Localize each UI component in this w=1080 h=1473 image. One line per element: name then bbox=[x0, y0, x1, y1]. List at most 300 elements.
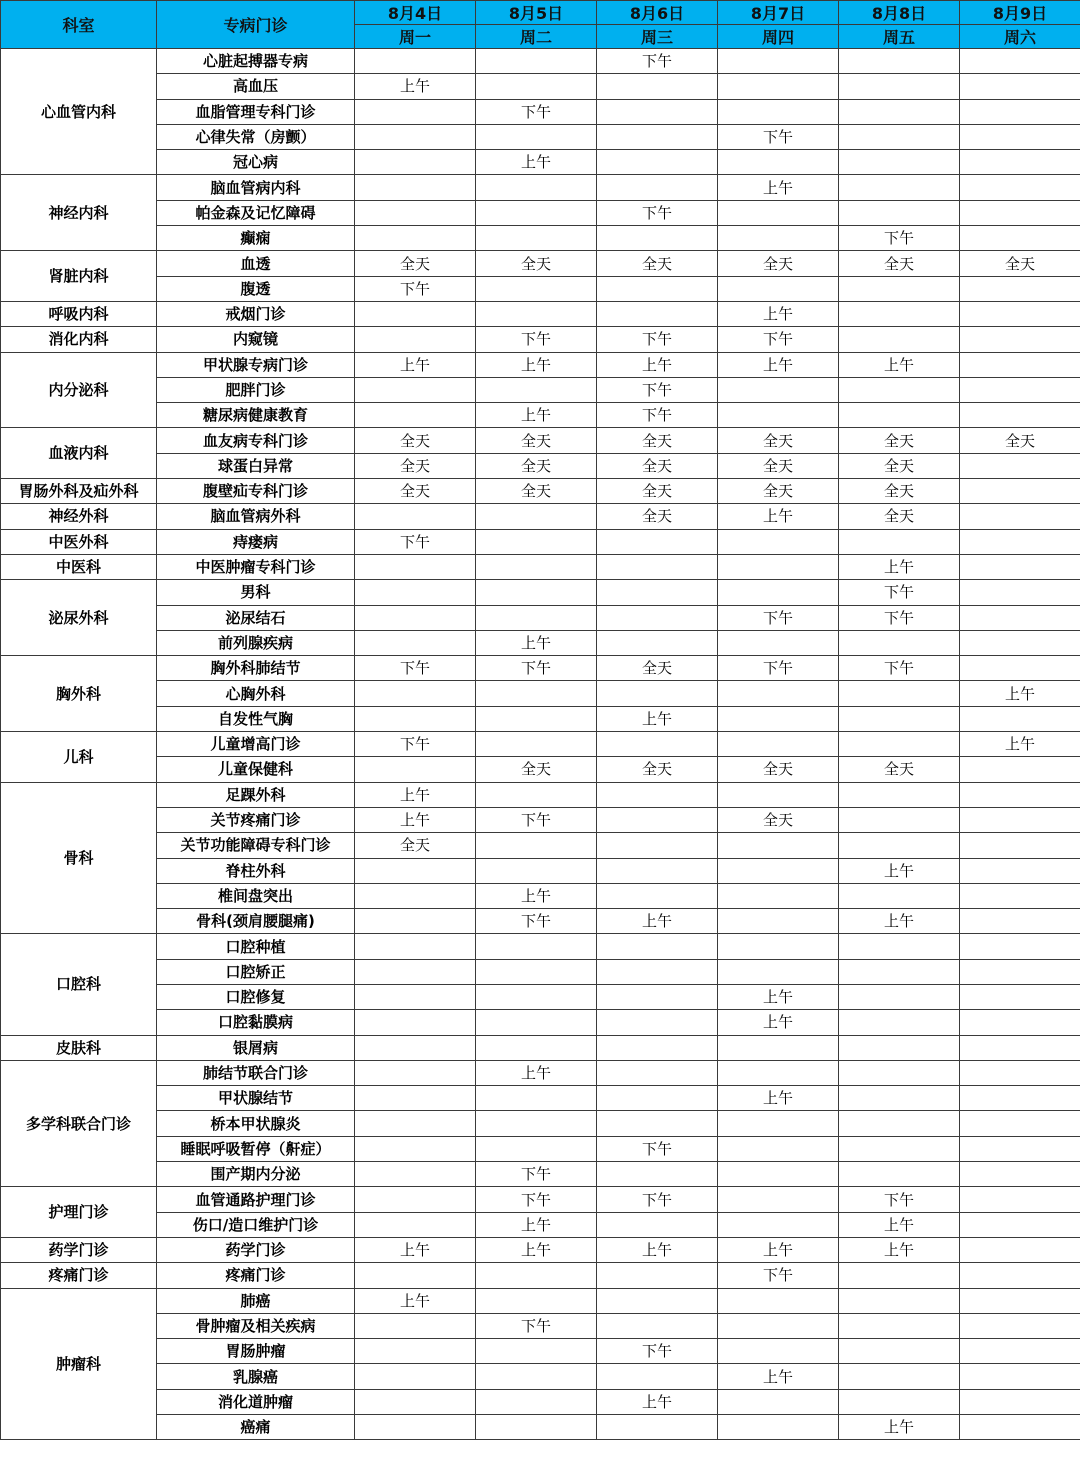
clinic-name-cell: 胸外科肺结节 bbox=[157, 656, 355, 681]
header-date: 8月6日 bbox=[597, 1, 718, 25]
table-row bbox=[1, 605, 1080, 630]
schedule-slot-cell bbox=[597, 1086, 718, 1111]
schedule-slot-cell bbox=[597, 630, 718, 655]
schedule-slot-cell bbox=[960, 1313, 1080, 1338]
schedule-slot-cell: 上午 bbox=[597, 1389, 718, 1414]
table-row bbox=[1, 175, 1080, 200]
schedule-slot-cell bbox=[355, 327, 476, 352]
schedule-slot-cell bbox=[597, 1111, 718, 1136]
schedule-slot-cell bbox=[960, 99, 1080, 124]
clinic-name-cell: 男科 bbox=[157, 580, 355, 605]
schedule-slot-cell bbox=[960, 352, 1080, 377]
clinic-name-cell: 心脏起搏器专病 bbox=[157, 49, 355, 74]
table-row bbox=[1, 554, 1080, 579]
header-date: 8月4日 bbox=[355, 1, 476, 25]
schedule-slot-cell: 上午 bbox=[476, 883, 597, 908]
table-row bbox=[1, 984, 1080, 1009]
clinic-name-cell: 血透 bbox=[157, 251, 355, 276]
schedule-slot-cell: 上午 bbox=[355, 352, 476, 377]
clinic-name-cell: 肥胖门诊 bbox=[157, 377, 355, 402]
schedule-slot-cell: 上午 bbox=[355, 1237, 476, 1262]
schedule-slot-cell bbox=[597, 984, 718, 1009]
schedule-slot-cell bbox=[597, 681, 718, 706]
schedule-slot-cell: 全天 bbox=[839, 428, 960, 453]
table-row bbox=[1, 74, 1080, 99]
schedule-slot-cell bbox=[960, 1086, 1080, 1111]
table-row bbox=[1, 1187, 1080, 1212]
department-cell: 药学门诊 bbox=[1, 1237, 157, 1262]
schedule-slot-cell bbox=[839, 1389, 960, 1414]
schedule-slot-cell: 上午 bbox=[718, 175, 839, 200]
schedule-slot-cell: 全天 bbox=[597, 479, 718, 504]
schedule-slot-cell bbox=[476, 984, 597, 1009]
schedule-slot-cell bbox=[960, 934, 1080, 959]
department-cell: 皮肤科 bbox=[1, 1035, 157, 1060]
schedule-slot-cell: 全天 bbox=[960, 251, 1080, 276]
schedule-slot-cell bbox=[718, 706, 839, 731]
schedule-slot-cell bbox=[960, 327, 1080, 352]
schedule-slot-cell: 上午 bbox=[718, 1364, 839, 1389]
clinic-name-cell: 冠心病 bbox=[157, 150, 355, 175]
schedule-slot-cell bbox=[597, 1212, 718, 1237]
schedule-slot-cell: 上午 bbox=[597, 909, 718, 934]
table-row bbox=[1, 909, 1080, 934]
clinic-name-cell: 高血压 bbox=[157, 74, 355, 99]
schedule-slot-cell bbox=[960, 226, 1080, 251]
schedule-slot-cell bbox=[476, 49, 597, 74]
schedule-slot-cell bbox=[960, 200, 1080, 225]
schedule-slot-cell bbox=[960, 1339, 1080, 1364]
schedule-slot-cell: 下午 bbox=[718, 327, 839, 352]
schedule-slot-cell bbox=[476, 605, 597, 630]
schedule-slot-cell bbox=[718, 554, 839, 579]
clinic-name-cell: 自发性气胸 bbox=[157, 706, 355, 731]
schedule-slot-cell bbox=[355, 909, 476, 934]
schedule-slot-cell: 下午 bbox=[476, 327, 597, 352]
schedule-slot-cell: 下午 bbox=[597, 1187, 718, 1212]
clinic-name-cell: 乳腺癌 bbox=[157, 1364, 355, 1389]
schedule-slot-cell bbox=[839, 301, 960, 326]
schedule-slot-cell bbox=[476, 1086, 597, 1111]
schedule-slot-cell bbox=[718, 1035, 839, 1060]
schedule-slot-cell bbox=[960, 175, 1080, 200]
schedule-slot-cell bbox=[355, 124, 476, 149]
schedule-slot-cell bbox=[839, 706, 960, 731]
clinic-name-cell: 银屑病 bbox=[157, 1035, 355, 1060]
schedule-slot-cell: 上午 bbox=[839, 858, 960, 883]
table-row bbox=[1, 1086, 1080, 1111]
schedule-slot-cell bbox=[839, 1035, 960, 1060]
schedule-slot-cell bbox=[355, 1313, 476, 1338]
schedule-slot-cell: 全天 bbox=[718, 251, 839, 276]
schedule-slot-cell: 上午 bbox=[839, 1237, 960, 1262]
schedule-slot-cell bbox=[355, 630, 476, 655]
schedule-slot-cell bbox=[597, 605, 718, 630]
clinic-name-cell: 心胸外科 bbox=[157, 681, 355, 706]
department-cell: 中医外科 bbox=[1, 529, 157, 554]
schedule-slot-cell bbox=[355, 580, 476, 605]
table-row bbox=[1, 1162, 1080, 1187]
schedule-slot-cell bbox=[839, 276, 960, 301]
schedule-slot-cell bbox=[960, 504, 1080, 529]
schedule-slot-cell bbox=[597, 1010, 718, 1035]
schedule-slot-cell bbox=[718, 1415, 839, 1440]
schedule-slot-cell bbox=[476, 1415, 597, 1440]
department-cell: 心血管内科 bbox=[1, 49, 157, 175]
table-row bbox=[1, 1415, 1080, 1440]
clinic-name-cell: 心律失常（房颤） bbox=[157, 124, 355, 149]
table-row bbox=[1, 529, 1080, 554]
schedule-slot-cell: 下午 bbox=[476, 1313, 597, 1338]
table-row bbox=[1, 428, 1080, 453]
table-header bbox=[1, 1, 1080, 49]
schedule-slot-cell bbox=[960, 301, 1080, 326]
schedule-slot-cell: 上午 bbox=[597, 352, 718, 377]
department-cell: 儿科 bbox=[1, 732, 157, 783]
schedule-slot-cell bbox=[476, 377, 597, 402]
schedule-slot-cell: 下午 bbox=[597, 403, 718, 428]
clinic-name-cell: 血管通路护理门诊 bbox=[157, 1187, 355, 1212]
clinic-name-cell: 泌尿结石 bbox=[157, 605, 355, 630]
schedule-slot-cell: 上午 bbox=[476, 1060, 597, 1085]
schedule-slot-cell: 上午 bbox=[476, 403, 597, 428]
schedule-slot-cell bbox=[476, 1339, 597, 1364]
schedule-slot-cell bbox=[839, 1060, 960, 1085]
table-row bbox=[1, 1212, 1080, 1237]
department-cell: 骨科 bbox=[1, 782, 157, 934]
schedule-slot-cell bbox=[839, 1263, 960, 1288]
schedule-slot-cell bbox=[476, 74, 597, 99]
department-cell: 中医科 bbox=[1, 554, 157, 579]
clinic-name-cell: 关节功能障碍专科门诊 bbox=[157, 833, 355, 858]
schedule-slot-cell: 上午 bbox=[718, 352, 839, 377]
table-row bbox=[1, 883, 1080, 908]
schedule-slot-cell bbox=[597, 580, 718, 605]
schedule-slot-cell bbox=[476, 732, 597, 757]
schedule-slot-cell bbox=[355, 554, 476, 579]
schedule-slot-cell: 上午 bbox=[839, 554, 960, 579]
schedule-slot-cell: 下午 bbox=[476, 909, 597, 934]
table-row bbox=[1, 352, 1080, 377]
header-date: 8月7日 bbox=[718, 1, 839, 25]
schedule-slot-cell bbox=[839, 630, 960, 655]
schedule-slot-cell bbox=[476, 934, 597, 959]
schedule-slot-cell bbox=[718, 226, 839, 251]
header-weekday: 周二 bbox=[476, 25, 597, 49]
clinic-name-cell: 口腔黏膜病 bbox=[157, 1010, 355, 1035]
schedule-slot-cell bbox=[355, 226, 476, 251]
header-date: 8月9日 bbox=[960, 1, 1080, 25]
schedule-slot-cell bbox=[718, 99, 839, 124]
schedule-slot-cell bbox=[960, 883, 1080, 908]
schedule-slot-cell bbox=[355, 959, 476, 984]
schedule-slot-cell: 下午 bbox=[718, 605, 839, 630]
table-row bbox=[1, 1364, 1080, 1389]
schedule-slot-cell bbox=[718, 377, 839, 402]
schedule-slot-cell: 上午 bbox=[597, 1237, 718, 1262]
table-row bbox=[1, 1060, 1080, 1085]
header-row-dates bbox=[1, 1, 1080, 25]
schedule-slot-cell: 全天 bbox=[597, 453, 718, 478]
schedule-slot-cell bbox=[597, 99, 718, 124]
schedule-slot-cell bbox=[476, 301, 597, 326]
schedule-slot-cell bbox=[597, 1415, 718, 1440]
schedule-slot-cell bbox=[355, 49, 476, 74]
clinic-name-cell: 肺结节联合门诊 bbox=[157, 1060, 355, 1085]
department-cell: 呼吸内科 bbox=[1, 301, 157, 326]
schedule-slot-cell: 全天 bbox=[839, 757, 960, 782]
schedule-slot-cell bbox=[476, 858, 597, 883]
schedule-slot-cell bbox=[355, 934, 476, 959]
clinic-name-cell: 脊柱外科 bbox=[157, 858, 355, 883]
schedule-slot-cell bbox=[597, 175, 718, 200]
schedule-slot-cell bbox=[718, 858, 839, 883]
clinic-name-cell: 甲状腺结节 bbox=[157, 1086, 355, 1111]
schedule-slot-cell: 下午 bbox=[476, 1187, 597, 1212]
schedule-slot-cell: 全天 bbox=[476, 251, 597, 276]
table-row bbox=[1, 656, 1080, 681]
schedule-slot-cell bbox=[355, 605, 476, 630]
schedule-slot-cell: 上午 bbox=[839, 1212, 960, 1237]
schedule-slot-cell: 全天 bbox=[597, 428, 718, 453]
department-cell: 泌尿外科 bbox=[1, 580, 157, 656]
schedule-slot-cell bbox=[597, 833, 718, 858]
schedule-slot-cell bbox=[597, 301, 718, 326]
schedule-slot-cell bbox=[355, 99, 476, 124]
schedule-slot-cell bbox=[960, 403, 1080, 428]
schedule-slot-cell: 下午 bbox=[476, 656, 597, 681]
schedule-slot-cell bbox=[960, 479, 1080, 504]
schedule-slot-cell bbox=[839, 1162, 960, 1187]
schedule-slot-cell: 全天 bbox=[476, 453, 597, 478]
clinic-name-cell: 围产期内分泌 bbox=[157, 1162, 355, 1187]
schedule-slot-cell: 全天 bbox=[718, 757, 839, 782]
table-row bbox=[1, 150, 1080, 175]
table-row bbox=[1, 1035, 1080, 1060]
schedule-slot-cell bbox=[839, 1364, 960, 1389]
schedule-slot-cell bbox=[839, 99, 960, 124]
schedule-slot-cell bbox=[597, 1162, 718, 1187]
schedule-slot-cell: 全天 bbox=[718, 479, 839, 504]
schedule-slot-cell bbox=[718, 732, 839, 757]
schedule-slot-cell bbox=[839, 807, 960, 832]
schedule-slot-cell bbox=[597, 150, 718, 175]
schedule-slot-cell bbox=[476, 1010, 597, 1035]
schedule-slot-cell bbox=[355, 757, 476, 782]
schedule-slot-cell bbox=[960, 276, 1080, 301]
schedule-slot-cell: 全天 bbox=[355, 833, 476, 858]
header-weekday: 周六 bbox=[960, 25, 1080, 49]
clinic-name-cell: 骨肿瘤及相关疾病 bbox=[157, 1313, 355, 1338]
clinic-name-cell: 癌痛 bbox=[157, 1415, 355, 1440]
schedule-slot-cell bbox=[960, 74, 1080, 99]
schedule-slot-cell bbox=[597, 276, 718, 301]
header-weekday: 周四 bbox=[718, 25, 839, 49]
table-row bbox=[1, 327, 1080, 352]
schedule-slot-cell: 全天 bbox=[597, 757, 718, 782]
schedule-slot-cell bbox=[960, 1136, 1080, 1161]
schedule-slot-cell bbox=[597, 1313, 718, 1338]
schedule-slot-cell bbox=[718, 1162, 839, 1187]
schedule-slot-cell bbox=[597, 1060, 718, 1085]
schedule-slot-cell bbox=[597, 554, 718, 579]
schedule-slot-cell bbox=[960, 858, 1080, 883]
schedule-slot-cell bbox=[960, 529, 1080, 554]
schedule-slot-cell bbox=[960, 909, 1080, 934]
department-cell: 护理门诊 bbox=[1, 1187, 157, 1238]
schedule-slot-cell bbox=[960, 150, 1080, 175]
schedule-slot-cell bbox=[597, 226, 718, 251]
schedule-slot-cell: 上午 bbox=[355, 1288, 476, 1313]
schedule-slot-cell bbox=[476, 959, 597, 984]
schedule-slot-cell bbox=[839, 1136, 960, 1161]
table-row bbox=[1, 782, 1080, 807]
schedule-slot-cell: 全天 bbox=[355, 428, 476, 453]
schedule-slot-cell: 全天 bbox=[355, 251, 476, 276]
clinic-name-cell: 疼痛门诊 bbox=[157, 1263, 355, 1288]
schedule-slot-cell: 上午 bbox=[718, 301, 839, 326]
schedule-slot-cell: 下午 bbox=[597, 49, 718, 74]
schedule-slot-cell: 上午 bbox=[718, 1237, 839, 1262]
schedule-slot-cell bbox=[960, 706, 1080, 731]
schedule-slot-cell bbox=[355, 1035, 476, 1060]
schedule-slot-cell bbox=[960, 984, 1080, 1009]
schedule-slot-cell: 下午 bbox=[718, 656, 839, 681]
schedule-slot-cell bbox=[355, 1389, 476, 1414]
schedule-slot-cell bbox=[839, 833, 960, 858]
schedule-slot-cell bbox=[960, 1263, 1080, 1288]
header-date: 8月5日 bbox=[476, 1, 597, 25]
header-weekday: 周三 bbox=[597, 25, 718, 49]
schedule-slot-cell bbox=[597, 124, 718, 149]
schedule-slot-cell bbox=[718, 1313, 839, 1338]
schedule-slot-cell bbox=[960, 1288, 1080, 1313]
schedule-slot-cell bbox=[355, 1086, 476, 1111]
table-row bbox=[1, 1313, 1080, 1338]
schedule-slot-cell: 上午 bbox=[476, 1212, 597, 1237]
schedule-slot-cell bbox=[960, 757, 1080, 782]
schedule-slot-cell: 下午 bbox=[839, 226, 960, 251]
schedule-slot-cell bbox=[355, 1212, 476, 1237]
schedule-slot-cell: 上午 bbox=[718, 984, 839, 1009]
clinic-name-cell: 儿童保健科 bbox=[157, 757, 355, 782]
schedule-slot-cell bbox=[839, 200, 960, 225]
schedule-slot-cell bbox=[718, 681, 839, 706]
schedule-slot-cell bbox=[476, 1263, 597, 1288]
schedule-slot-cell bbox=[718, 1187, 839, 1212]
table-row bbox=[1, 1339, 1080, 1364]
schedule-slot-cell bbox=[355, 1111, 476, 1136]
table-row bbox=[1, 1136, 1080, 1161]
schedule-slot-cell: 下午 bbox=[718, 1263, 839, 1288]
schedule-slot-cell: 全天 bbox=[476, 428, 597, 453]
clinic-name-cell: 甲状腺专病门诊 bbox=[157, 352, 355, 377]
schedule-slot-cell bbox=[960, 1187, 1080, 1212]
clinic-name-cell: 内窥镜 bbox=[157, 327, 355, 352]
schedule-slot-cell bbox=[476, 706, 597, 731]
table-row bbox=[1, 276, 1080, 301]
schedule-slot-cell bbox=[355, 1263, 476, 1288]
table-row bbox=[1, 251, 1080, 276]
clinic-name-cell: 足踝外科 bbox=[157, 782, 355, 807]
schedule-slot-cell bbox=[960, 1212, 1080, 1237]
schedule-slot-cell bbox=[355, 377, 476, 402]
department-cell: 内分泌科 bbox=[1, 352, 157, 428]
clinic-name-cell: 腹透 bbox=[157, 276, 355, 301]
table-row bbox=[1, 124, 1080, 149]
schedule-slot-cell bbox=[355, 984, 476, 1009]
schedule-slot-cell bbox=[597, 732, 718, 757]
schedule-slot-cell bbox=[718, 49, 839, 74]
clinic-name-cell: 血友病专科门诊 bbox=[157, 428, 355, 453]
schedule-slot-cell bbox=[355, 858, 476, 883]
table-row bbox=[1, 1010, 1080, 1035]
schedule-slot-cell bbox=[476, 226, 597, 251]
schedule-slot-cell bbox=[839, 1313, 960, 1338]
schedule-slot-cell bbox=[597, 959, 718, 984]
schedule-slot-cell bbox=[960, 49, 1080, 74]
header-dept: 科室 bbox=[1, 1, 157, 49]
schedule-slot-cell bbox=[597, 529, 718, 554]
table-row bbox=[1, 504, 1080, 529]
clinic-name-cell: 睡眠呼吸暂停（鼾症） bbox=[157, 1136, 355, 1161]
schedule-slot-cell bbox=[718, 934, 839, 959]
schedule-slot-cell bbox=[960, 1162, 1080, 1187]
schedule-slot-cell: 上午 bbox=[476, 630, 597, 655]
schedule-slot-cell bbox=[355, 1415, 476, 1440]
schedule-slot-cell bbox=[718, 1389, 839, 1414]
schedule-slot-cell bbox=[718, 150, 839, 175]
schedule-slot-cell bbox=[355, 681, 476, 706]
department-cell: 肿瘤科 bbox=[1, 1288, 157, 1440]
schedule-slot-cell: 上午 bbox=[476, 150, 597, 175]
schedule-slot-cell bbox=[960, 554, 1080, 579]
clinic-name-cell: 口腔修复 bbox=[157, 984, 355, 1009]
table-body bbox=[1, 49, 1080, 1440]
schedule-slot-cell bbox=[597, 883, 718, 908]
schedule-slot-cell: 全天 bbox=[476, 479, 597, 504]
clinic-name-cell: 口腔种植 bbox=[157, 934, 355, 959]
schedule-slot-cell bbox=[355, 883, 476, 908]
table-row bbox=[1, 580, 1080, 605]
department-cell: 多学科联合门诊 bbox=[1, 1060, 157, 1186]
schedule-slot-cell bbox=[718, 883, 839, 908]
schedule-slot-cell bbox=[355, 301, 476, 326]
schedule-slot-cell bbox=[597, 1288, 718, 1313]
schedule-slot-cell bbox=[839, 74, 960, 99]
table-row bbox=[1, 301, 1080, 326]
schedule-slot-cell bbox=[960, 1060, 1080, 1085]
clinic-name-cell: 桥本甲状腺炎 bbox=[157, 1111, 355, 1136]
schedule-slot-cell bbox=[718, 276, 839, 301]
schedule-slot-cell bbox=[355, 1187, 476, 1212]
department-cell: 胃肠外科及疝外科 bbox=[1, 479, 157, 504]
table-row bbox=[1, 858, 1080, 883]
schedule-slot-cell: 下午 bbox=[476, 807, 597, 832]
schedule-slot-cell: 下午 bbox=[355, 276, 476, 301]
schedule-slot-cell bbox=[355, 200, 476, 225]
schedule-slot-cell: 下午 bbox=[355, 529, 476, 554]
schedule-slot-cell: 下午 bbox=[839, 605, 960, 630]
schedule-slot-cell bbox=[355, 1364, 476, 1389]
header-weekday: 周五 bbox=[839, 25, 960, 49]
schedule-slot-cell bbox=[355, 706, 476, 731]
clinic-name-cell: 消化道肿瘤 bbox=[157, 1389, 355, 1414]
schedule-slot-cell bbox=[839, 1010, 960, 1035]
schedule-slot-cell bbox=[355, 1136, 476, 1161]
clinic-name-cell: 球蛋白异常 bbox=[157, 453, 355, 478]
schedule-slot-cell bbox=[597, 782, 718, 807]
